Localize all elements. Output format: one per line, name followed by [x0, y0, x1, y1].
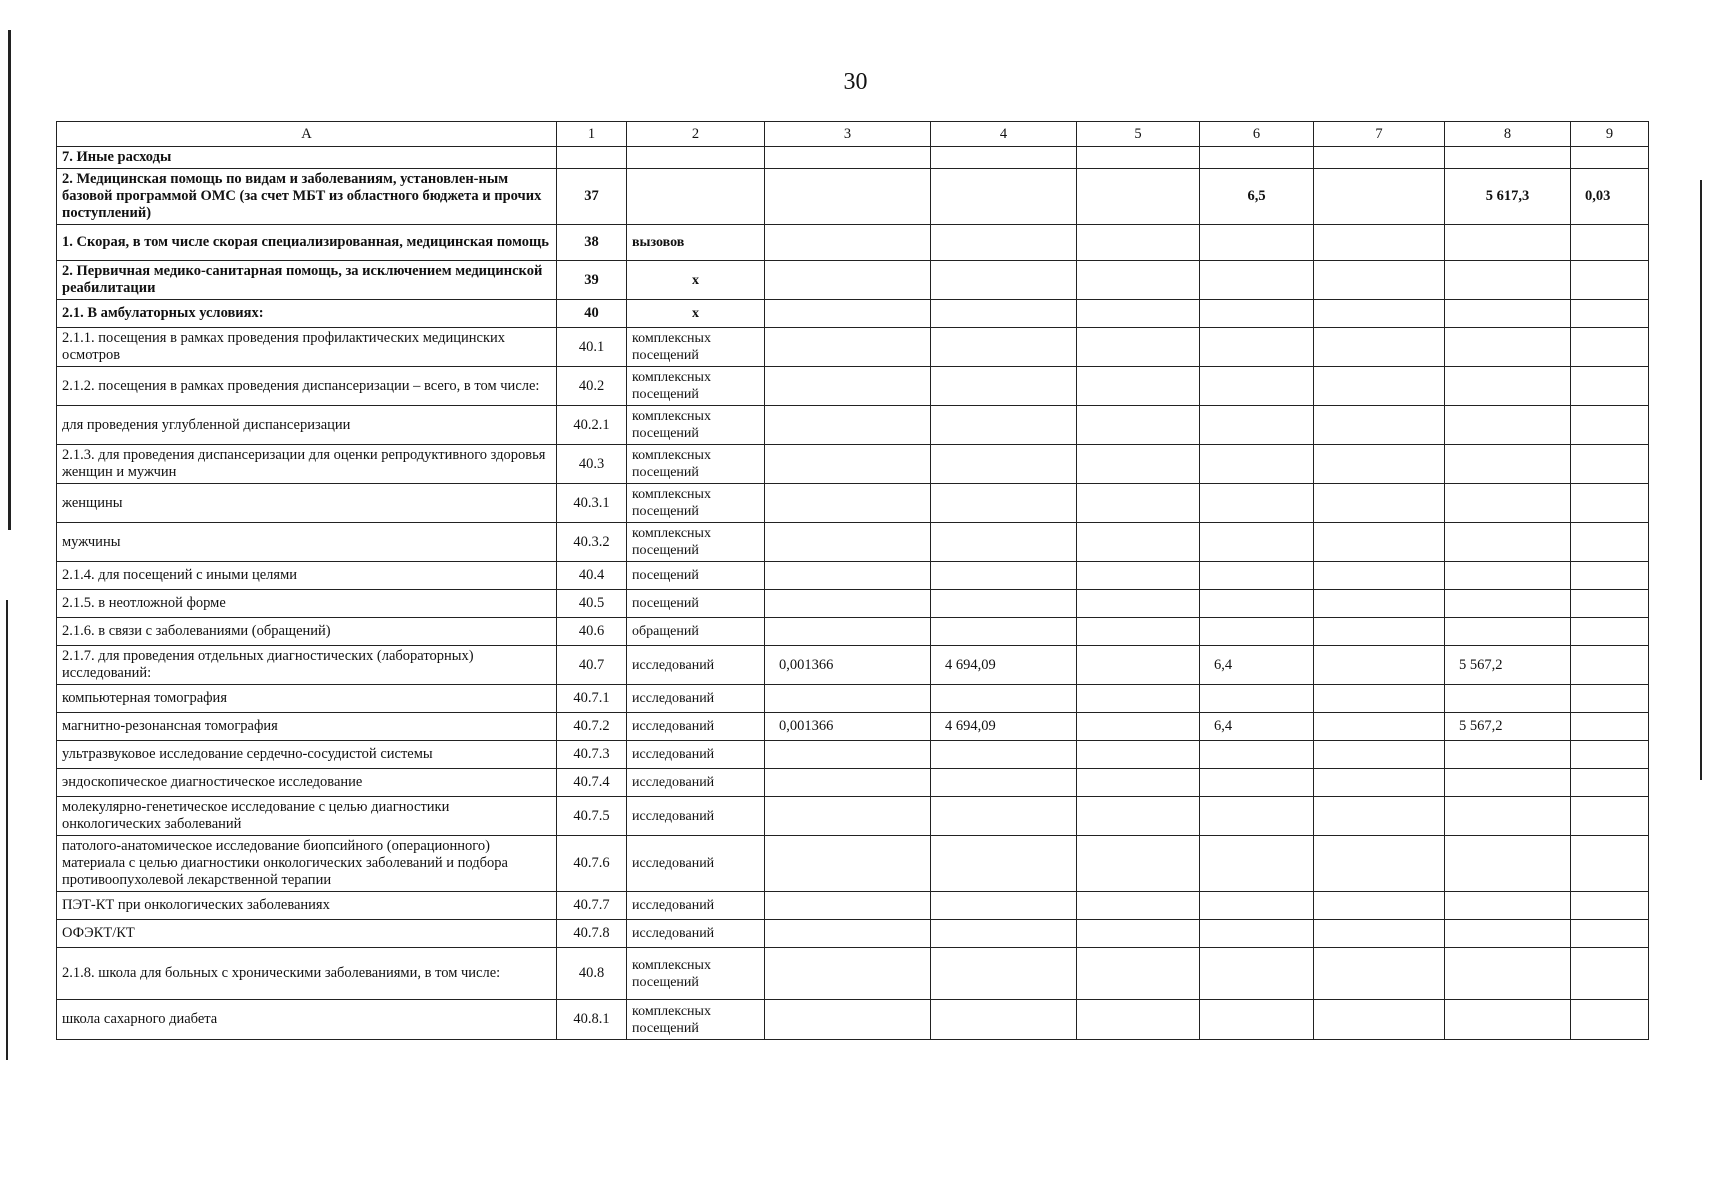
cell-col-6: [1200, 590, 1314, 618]
cell-col-8: [1445, 618, 1571, 646]
cell-col-3: [765, 261, 931, 300]
cell-col-3: [765, 300, 931, 328]
cell-col-7: [1314, 713, 1445, 741]
row-code: 40.7.6: [557, 836, 627, 892]
header-cell-4: 4: [931, 122, 1077, 147]
row-unit: исследований: [627, 892, 765, 920]
cell-col-8: [1445, 300, 1571, 328]
cell-col-7: [1314, 562, 1445, 590]
cell-col-6: [1200, 836, 1314, 892]
cell-col-9: [1571, 948, 1649, 1000]
cell-col-8: [1445, 1000, 1571, 1040]
row-label: 1. Скорая, в том числе скорая специализированная, медицинская помощь: [57, 225, 557, 261]
table-row: [57, 920, 1649, 948]
cell-col-3: [765, 618, 931, 646]
row-label: компьютерная томография: [57, 685, 557, 713]
cell-col-9: [1571, 261, 1649, 300]
row-label: 2.1.4. для посещений с иными целями: [57, 562, 557, 590]
cell-col-9: [1571, 836, 1649, 892]
row-code: 40.3.1: [557, 484, 627, 523]
cell-col-9: 0,03: [1571, 169, 1649, 225]
cell-col-4: 4 694,09: [931, 713, 1077, 741]
cell-col-6: [1200, 920, 1314, 948]
cell-col-7: [1314, 261, 1445, 300]
header-cell-3: 3: [765, 122, 931, 147]
cell-col-7: [1314, 769, 1445, 797]
row-code: 40.7.4: [557, 769, 627, 797]
cell-col-9: [1571, 590, 1649, 618]
row-unit: посещений: [627, 562, 765, 590]
cell-col-8: [1445, 147, 1571, 169]
table-row: [57, 741, 1649, 769]
cell-col-9: [1571, 147, 1649, 169]
cell-col-5: [1077, 741, 1200, 769]
cell-col-6: [1200, 618, 1314, 646]
cell-col-6: [1200, 741, 1314, 769]
row-code: 40.6: [557, 618, 627, 646]
scan-margin-line: [6, 600, 8, 1060]
cell-col-8: [1445, 225, 1571, 261]
cell-col-8: [1445, 406, 1571, 445]
row-label: эндоскопическое диагностическое исследование: [57, 769, 557, 797]
cell-col-6: [1200, 300, 1314, 328]
cell-col-4: [931, 367, 1077, 406]
cell-col-9: [1571, 1000, 1649, 1040]
cell-col-4: [931, 892, 1077, 920]
row-label: 2.1.7. для проведения отдельных диагностических (лабораторных) исследований:: [57, 646, 557, 685]
row-unit: посещений: [627, 590, 765, 618]
row-label: патолого-анатомическое исследование биопсийного (операционного) материала с целью диагностики онкологических заболеваний и подбора противоопухолевой лекарственной терапии: [57, 836, 557, 892]
cell-col-4: [931, 685, 1077, 713]
cell-col-6: [1200, 892, 1314, 920]
cell-col-5: [1077, 713, 1200, 741]
cell-col-9: [1571, 367, 1649, 406]
cell-col-9: [1571, 406, 1649, 445]
header-cell-2: 2: [627, 122, 765, 147]
cell-col-3: [765, 741, 931, 769]
row-code: 40.3.2: [557, 523, 627, 562]
cell-col-9: [1571, 685, 1649, 713]
cell-col-5: [1077, 685, 1200, 713]
data-table: [56, 121, 1649, 1040]
cell-col-3: [765, 225, 931, 261]
cell-col-4: [931, 797, 1077, 836]
cell-col-3: [765, 1000, 931, 1040]
cell-col-4: [931, 741, 1077, 769]
row-unit: х: [627, 300, 765, 328]
cell-col-7: [1314, 892, 1445, 920]
cell-col-7: [1314, 225, 1445, 261]
table-row: [57, 836, 1649, 892]
cell-col-7: [1314, 484, 1445, 523]
row-unit: комплексных посещений: [627, 523, 765, 562]
cell-col-6: [1200, 562, 1314, 590]
cell-col-5: [1077, 445, 1200, 484]
cell-col-6: 6,5: [1200, 169, 1314, 225]
cell-col-5: [1077, 892, 1200, 920]
cell-col-3: [765, 797, 931, 836]
cell-col-3: [765, 685, 931, 713]
cell-col-4: [931, 147, 1077, 169]
cell-col-9: [1571, 797, 1649, 836]
cell-col-8: [1445, 948, 1571, 1000]
cell-col-7: [1314, 147, 1445, 169]
cell-col-5: [1077, 523, 1200, 562]
cell-col-7: [1314, 836, 1445, 892]
cell-col-9: [1571, 328, 1649, 367]
row-label: школа сахарного диабета: [57, 1000, 557, 1040]
cell-col-5: [1077, 261, 1200, 300]
cell-col-4: [931, 836, 1077, 892]
cell-col-7: [1314, 445, 1445, 484]
cell-col-9: [1571, 741, 1649, 769]
table-row: [57, 646, 1649, 685]
cell-col-8: [1445, 562, 1571, 590]
row-code: 40.7.5: [557, 797, 627, 836]
cell-col-6: [1200, 261, 1314, 300]
cell-col-7: [1314, 328, 1445, 367]
row-label: 2.1.3. для проведения диспансеризации для оценки репродуктивного здоровья женщин и мужчин: [57, 445, 557, 484]
cell-col-8: [1445, 797, 1571, 836]
row-label: мужчины: [57, 523, 557, 562]
cell-col-4: [931, 948, 1077, 1000]
table-row: [57, 147, 1649, 169]
cell-col-5: [1077, 367, 1200, 406]
header-cell-a: A: [57, 122, 557, 147]
cell-col-5: [1077, 562, 1200, 590]
row-label: ультразвуковое исследование сердечно-сосудистой системы: [57, 741, 557, 769]
cell-col-8: [1445, 590, 1571, 618]
cell-col-7: [1314, 948, 1445, 1000]
table-row: [57, 590, 1649, 618]
cell-col-8: [1445, 892, 1571, 920]
row-code: 40.7.2: [557, 713, 627, 741]
cell-col-5: [1077, 225, 1200, 261]
cell-col-6: [1200, 1000, 1314, 1040]
cell-col-7: [1314, 618, 1445, 646]
cell-col-3: [765, 948, 931, 1000]
row-unit: комплексных посещений: [627, 948, 765, 1000]
row-label: женщины: [57, 484, 557, 523]
cell-col-6: [1200, 328, 1314, 367]
row-label: молекулярно-генетическое исследование с целью диагностики онкологических заболеваний: [57, 797, 557, 836]
cell-col-6: 6,4: [1200, 646, 1314, 685]
cell-col-5: [1077, 1000, 1200, 1040]
row-label: 7. Иные расходы: [57, 147, 557, 169]
row-label: магнитно-резонансная томография: [57, 713, 557, 741]
cell-col-7: [1314, 300, 1445, 328]
row-unit: исследований: [627, 685, 765, 713]
cell-col-5: [1077, 920, 1200, 948]
cell-col-9: [1571, 892, 1649, 920]
cell-col-9: [1571, 484, 1649, 523]
table-row: [57, 367, 1649, 406]
table-row: [57, 769, 1649, 797]
cell-col-7: [1314, 1000, 1445, 1040]
row-label: 2.1. В амбулаторных условиях:: [57, 300, 557, 328]
row-code: 40.7.3: [557, 741, 627, 769]
cell-col-7: [1314, 406, 1445, 445]
cell-col-6: [1200, 797, 1314, 836]
cell-col-3: [765, 562, 931, 590]
row-code: 37: [557, 169, 627, 225]
cell-col-4: [931, 169, 1077, 225]
cell-col-4: [931, 225, 1077, 261]
cell-col-7: [1314, 367, 1445, 406]
cell-col-6: [1200, 769, 1314, 797]
cell-col-9: [1571, 562, 1649, 590]
cell-col-3: [765, 920, 931, 948]
cell-col-5: [1077, 300, 1200, 328]
row-unit: исследований: [627, 836, 765, 892]
cell-col-4: [931, 261, 1077, 300]
row-unit: комплексных посещений: [627, 445, 765, 484]
table-row: [57, 169, 1649, 225]
cell-col-8: [1445, 367, 1571, 406]
cell-col-6: [1200, 367, 1314, 406]
cell-col-5: [1077, 406, 1200, 445]
cell-col-8: 5 567,2: [1445, 713, 1571, 741]
row-unit: исследований: [627, 713, 765, 741]
row-label: 2.1.1. посещения в рамках проведения профилактических медицинских осмотров: [57, 328, 557, 367]
header-cell-8: 8: [1445, 122, 1571, 147]
row-code: 40.1: [557, 328, 627, 367]
cell-col-7: [1314, 920, 1445, 948]
cell-col-9: [1571, 769, 1649, 797]
row-code: 40.8.1: [557, 1000, 627, 1040]
cell-col-7: [1314, 169, 1445, 225]
cell-col-5: [1077, 836, 1200, 892]
cell-col-4: [931, 562, 1077, 590]
cell-col-4: [931, 484, 1077, 523]
row-code: 40.8: [557, 948, 627, 1000]
cell-col-3: [765, 445, 931, 484]
cell-col-8: [1445, 445, 1571, 484]
table-row: [57, 1000, 1649, 1040]
cell-col-4: [931, 328, 1077, 367]
header-cell-7: 7: [1314, 122, 1445, 147]
table-row: [57, 797, 1649, 836]
cell-col-5: [1077, 169, 1200, 225]
row-code: 40: [557, 300, 627, 328]
cell-col-7: [1314, 523, 1445, 562]
row-label: 2. Медицинская помощь по видам и заболеваниям, установлен-ным базовой программой ОМС (за счет МБТ из областного бюджета и прочих поступлений): [57, 169, 557, 225]
row-code: 40.2.1: [557, 406, 627, 445]
cell-col-3: [765, 590, 931, 618]
table-row: [57, 445, 1649, 484]
table-row: [57, 713, 1649, 741]
cell-col-4: [931, 618, 1077, 646]
row-unit: [627, 147, 765, 169]
data-table-wrapper: [56, 121, 1648, 1040]
cell-col-3: [765, 147, 931, 169]
row-unit: комплексных посещений: [627, 484, 765, 523]
cell-col-3: [765, 484, 931, 523]
cell-col-3: 0,001366: [765, 646, 931, 685]
cell-col-6: [1200, 225, 1314, 261]
header-cell-9: 9: [1571, 122, 1649, 147]
header-cell-5: 5: [1077, 122, 1200, 147]
cell-col-9: [1571, 523, 1649, 562]
cell-col-8: 5 617,3: [1445, 169, 1571, 225]
cell-col-9: [1571, 300, 1649, 328]
row-code: 40.7: [557, 646, 627, 685]
table-row: [57, 562, 1649, 590]
cell-col-4: [931, 590, 1077, 618]
cell-col-7: [1314, 797, 1445, 836]
scan-margin-line: [1700, 180, 1702, 780]
row-code: 38: [557, 225, 627, 261]
cell-col-5: [1077, 797, 1200, 836]
cell-col-8: [1445, 261, 1571, 300]
cell-col-9: [1571, 445, 1649, 484]
row-unit: исследований: [627, 797, 765, 836]
row-code: 40.7.7: [557, 892, 627, 920]
cell-col-6: [1200, 406, 1314, 445]
page-number: 30: [843, 69, 868, 95]
row-code: 40.7.8: [557, 920, 627, 948]
row-label: для проведения углубленной диспансеризации: [57, 406, 557, 445]
cell-col-3: [765, 328, 931, 367]
cell-col-8: [1445, 920, 1571, 948]
row-label: 2.1.5. в неотложной форме: [57, 590, 557, 618]
row-code: [557, 147, 627, 169]
row-unit: комплексных посещений: [627, 367, 765, 406]
cell-col-4: [931, 769, 1077, 797]
cell-col-4: [931, 920, 1077, 948]
cell-col-7: [1314, 590, 1445, 618]
cell-col-8: [1445, 328, 1571, 367]
cell-col-5: [1077, 948, 1200, 1000]
row-unit: исследований: [627, 646, 765, 685]
row-unit: исследований: [627, 769, 765, 797]
cell-col-8: [1445, 741, 1571, 769]
table-row: [57, 328, 1649, 367]
row-unit: х: [627, 261, 765, 300]
cell-col-3: [765, 892, 931, 920]
table-row: [57, 484, 1649, 523]
cell-col-7: [1314, 741, 1445, 769]
cell-col-3: [765, 836, 931, 892]
row-unit: исследований: [627, 741, 765, 769]
row-label: 2.1.2. посещения в рамках проведения диспансеризации – всего, в том числе:: [57, 367, 557, 406]
cell-col-5: [1077, 769, 1200, 797]
cell-col-4: [931, 445, 1077, 484]
cell-col-4: [931, 1000, 1077, 1040]
cell-col-6: [1200, 484, 1314, 523]
table-row: [57, 261, 1649, 300]
row-unit: обращений: [627, 618, 765, 646]
cell-col-8: 5 567,2: [1445, 646, 1571, 685]
cell-col-6: [1200, 147, 1314, 169]
cell-col-9: [1571, 713, 1649, 741]
cell-col-4: 4 694,09: [931, 646, 1077, 685]
row-code: 40.7.1: [557, 685, 627, 713]
cell-col-7: [1314, 646, 1445, 685]
row-unit: [627, 169, 765, 225]
cell-col-7: [1314, 685, 1445, 713]
row-label: 2.1.6. в связи с заболеваниями (обращений): [57, 618, 557, 646]
cell-col-9: [1571, 225, 1649, 261]
cell-col-5: [1077, 484, 1200, 523]
row-unit: комплексных посещений: [627, 328, 765, 367]
cell-col-3: [765, 769, 931, 797]
table-row: [57, 948, 1649, 1000]
cell-col-8: [1445, 836, 1571, 892]
row-code: 40.2: [557, 367, 627, 406]
cell-col-6: [1200, 685, 1314, 713]
cell-col-9: [1571, 920, 1649, 948]
cell-col-6: 6,4: [1200, 713, 1314, 741]
cell-col-5: [1077, 147, 1200, 169]
cell-col-5: [1077, 646, 1200, 685]
row-code: 40.4: [557, 562, 627, 590]
cell-col-3: [765, 367, 931, 406]
cell-col-8: [1445, 769, 1571, 797]
table-row: [57, 685, 1649, 713]
cell-col-9: [1571, 646, 1649, 685]
row-label: ПЭТ-КТ при онкологических заболеваниях: [57, 892, 557, 920]
table-row: [57, 523, 1649, 562]
cell-col-3: [765, 169, 931, 225]
row-unit: комплексных посещений: [627, 1000, 765, 1040]
cell-col-8: [1445, 523, 1571, 562]
cell-col-4: [931, 406, 1077, 445]
cell-col-5: [1077, 590, 1200, 618]
table-row: [57, 225, 1649, 261]
cell-col-3: [765, 406, 931, 445]
row-code: 39: [557, 261, 627, 300]
cell-col-9: [1571, 618, 1649, 646]
table-row: [57, 618, 1649, 646]
header-cell-1: 1: [557, 122, 627, 147]
row-unit: комплексных посещений: [627, 406, 765, 445]
table-body: [57, 147, 1649, 1040]
row-code: 40.3: [557, 445, 627, 484]
header-cell-6: 6: [1200, 122, 1314, 147]
row-label: ОФЭКТ/КТ: [57, 920, 557, 948]
cell-col-6: [1200, 523, 1314, 562]
row-label: 2.1.8. школа для больных с хроническими заболеваниями, в том числе:: [57, 948, 557, 1000]
row-unit: вызовов: [627, 225, 765, 261]
cell-col-5: [1077, 618, 1200, 646]
cell-col-8: [1445, 685, 1571, 713]
scan-margin-line: [8, 30, 11, 530]
table-row: [57, 406, 1649, 445]
cell-col-4: [931, 523, 1077, 562]
cell-col-5: [1077, 328, 1200, 367]
header-row: [57, 122, 1649, 147]
cell-col-6: [1200, 445, 1314, 484]
row-unit: исследований: [627, 920, 765, 948]
cell-col-6: [1200, 948, 1314, 1000]
row-label: 2. Первичная медико-санитарная помощь, за исключением медицинской реабилитации: [57, 261, 557, 300]
table-row: [57, 300, 1649, 328]
cell-col-4: [931, 300, 1077, 328]
cell-col-8: [1445, 484, 1571, 523]
row-code: 40.5: [557, 590, 627, 618]
cell-col-3: [765, 523, 931, 562]
cell-col-3: 0,001366: [765, 713, 931, 741]
table-row: [57, 892, 1649, 920]
